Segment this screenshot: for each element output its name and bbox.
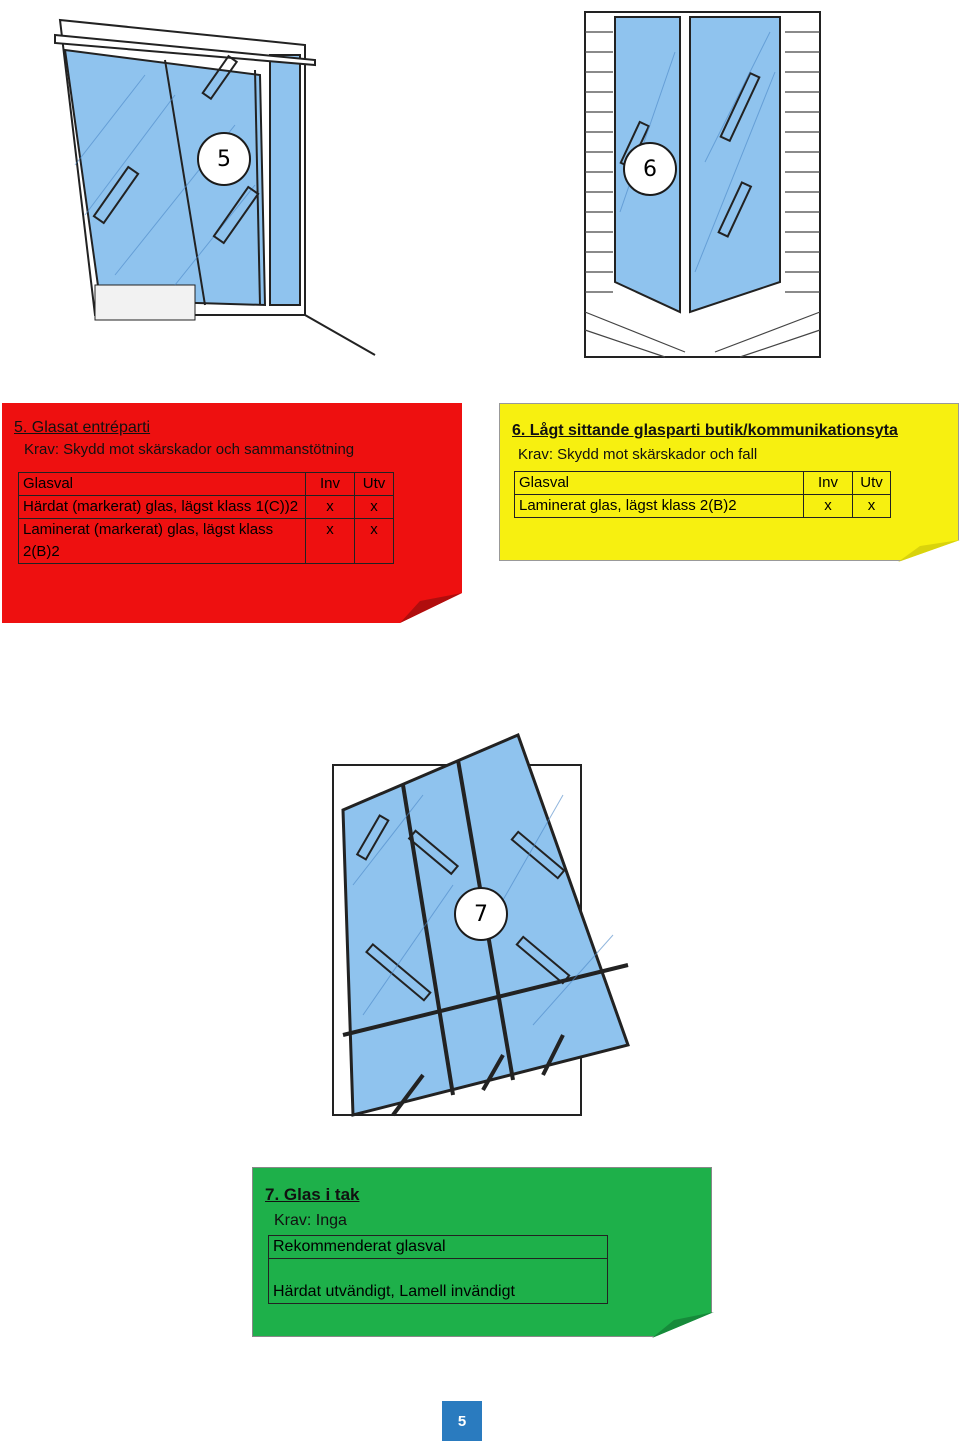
- table-header-row: [19, 473, 394, 496]
- panel-6-title: 6. Lågt sittande glasparti butik/kommunikationsyta: [512, 422, 898, 439]
- panel-6-table: [514, 471, 891, 518]
- page-curl: [898, 540, 960, 562]
- row-utv: x: [355, 519, 394, 564]
- panel-7-table: [268, 1235, 608, 1304]
- header-inv: Inv: [804, 472, 853, 495]
- row-label: Härdat (markerat) glas, lägst klass 1(C))2: [19, 496, 306, 519]
- header-glasval: Glasval: [19, 473, 306, 496]
- row-utv: x: [853, 495, 891, 518]
- row-inv: x: [306, 496, 355, 519]
- page-curl: [652, 1312, 714, 1338]
- row-label: Laminerat (markerat) glas, lägst klass 2(B)2: [19, 519, 306, 564]
- badge-5: 5: [197, 132, 251, 186]
- panel-5-requirement: Krav: Skydd mot skärskador och sammanstötning: [24, 441, 355, 458]
- panel-7-title: 7. Glas i tak: [265, 1185, 360, 1204]
- header-glasval: Glasval: [515, 472, 804, 495]
- badge-6: 6: [623, 142, 677, 196]
- row-label: Laminerat glas, lägst klass 2(B)2: [515, 495, 804, 518]
- header-inv: Inv: [306, 473, 355, 496]
- entrance-glazing-sketch: [55, 15, 390, 360]
- row-inv: x: [804, 495, 853, 518]
- panel-5-title: 5. Glasat entréparti: [14, 419, 151, 436]
- row-value: Härdat utvändigt, Lamell invändigt: [269, 1259, 608, 1304]
- row-utv: x: [355, 496, 394, 519]
- table-row: [515, 495, 891, 518]
- panel-5-table: [18, 472, 394, 564]
- header-rekommenderat: Rekommenderat glasval: [269, 1236, 608, 1259]
- page-number: 5: [442, 1401, 482, 1441]
- table-row: [19, 496, 394, 519]
- badge-7: 7: [454, 887, 508, 941]
- panel-7-requirement: Krav: Inga: [274, 1212, 347, 1229]
- header-utv: Utv: [853, 472, 891, 495]
- page-curl: [400, 593, 462, 623]
- table-row: [19, 519, 394, 564]
- header-utv: Utv: [355, 473, 394, 496]
- table-header-row: [269, 1236, 608, 1259]
- table-row: [269, 1259, 608, 1304]
- table-header-row: [515, 472, 891, 495]
- corner-glazing-sketch: [585, 12, 820, 362]
- panel-6-requirement: Krav: Skydd mot skärskador och fall: [518, 446, 758, 463]
- row-inv: x: [306, 519, 355, 564]
